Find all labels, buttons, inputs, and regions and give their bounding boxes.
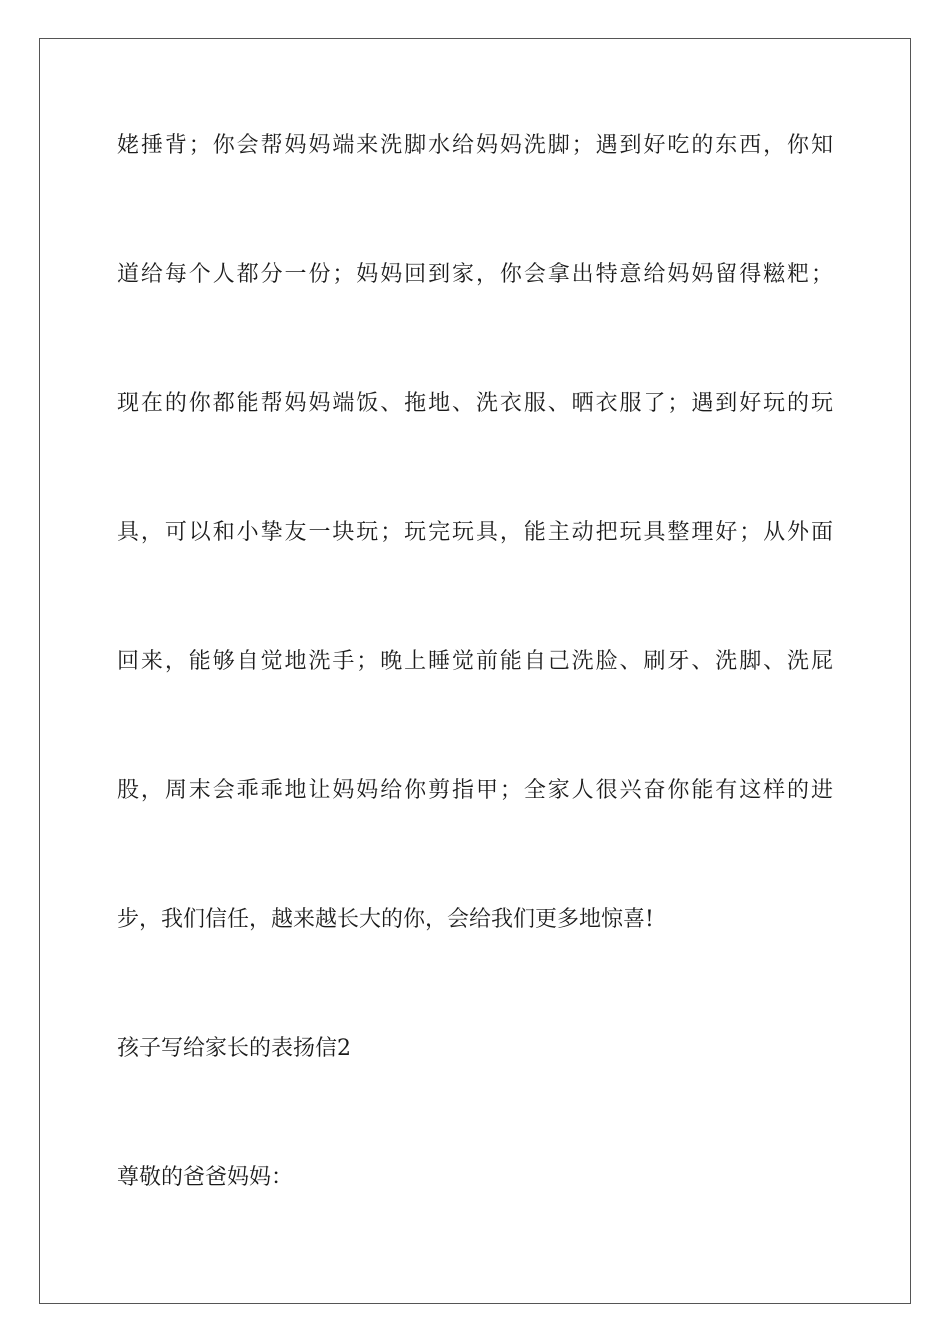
paragraph-line-4: 具，可以和小挚友一块玩；玩完玩具，能主动把玩具整理好；从外面	[117, 520, 833, 545]
paragraph-line-7: 步，我们信任，越来越长大的你，会给我们更多地惊喜!	[117, 907, 654, 932]
letter-salutation: 尊敬的爸爸妈妈：	[117, 1165, 294, 1190]
paragraph-line-5: 回来，能够自觉地洗手；晚上睡觉前能自己洗脸、刷牙、洗脚、洗屁	[117, 649, 833, 674]
letter-heading: 孩子写给家长的表扬信2	[117, 1036, 351, 1061]
paragraph-line-6: 股，周末会乖乖地让妈妈给你剪指甲；全家人很兴奋你能有这样的进	[117, 778, 833, 803]
paragraph-line-2: 道给每个人都分一份；妈妈回到家，你会拿出特意给妈妈留得糍粑；	[117, 262, 833, 287]
document-body	[117, 132, 833, 1192]
paragraph-line-1: 姥捶背；你会帮妈妈端来洗脚水给妈妈洗脚；遇到好吃的东西，你知	[117, 133, 833, 158]
paragraph-line-3: 现在的你都能帮妈妈端饭、拖地、洗衣服、晒衣服了；遇到好玩的玩	[117, 391, 833, 416]
